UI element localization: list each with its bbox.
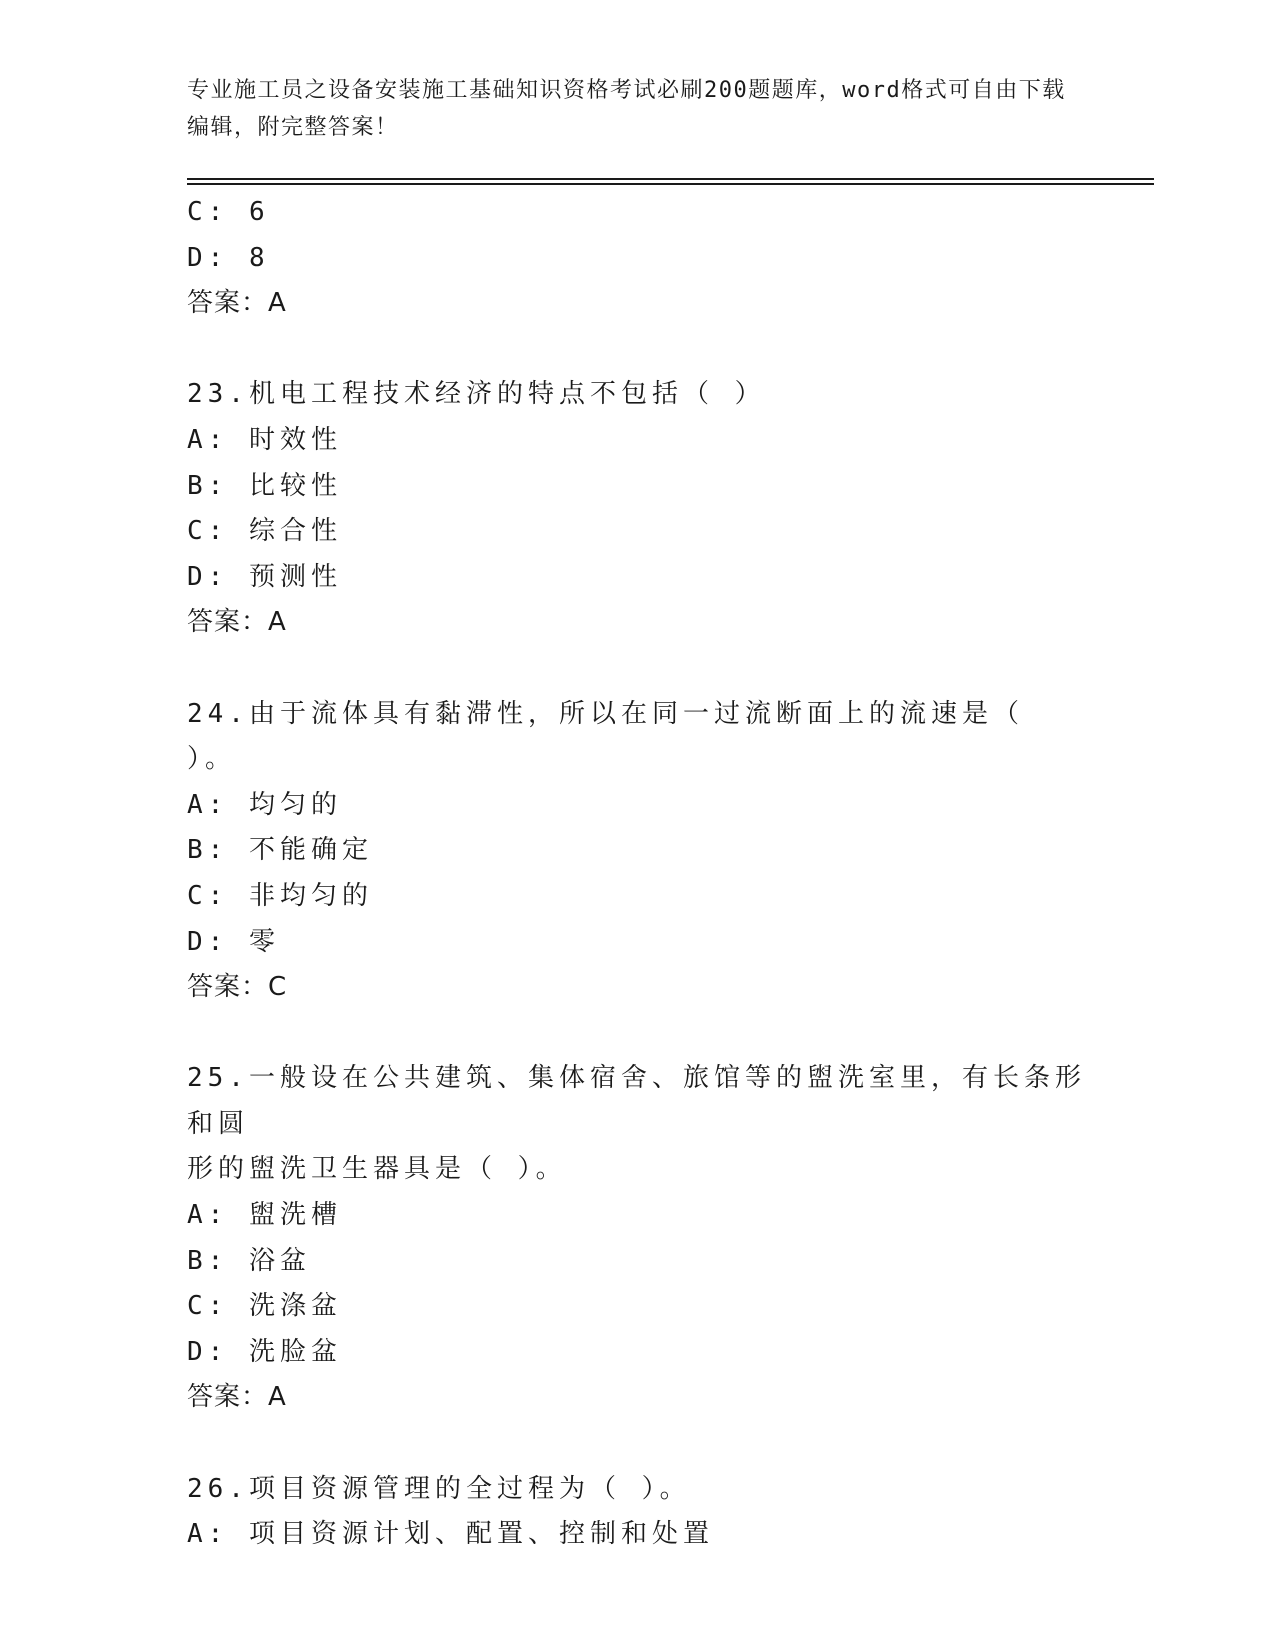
option-d: D: 8 — [187, 242, 270, 273]
question-stem: 25.一般设在公共建筑、集体宿舍、旅馆等的盥洗室里，有长条形和圆 — [187, 1063, 1086, 1139]
question-22-tail — [187, 190, 1087, 327]
spacer — [187, 646, 1087, 692]
header-divider-bottom — [187, 183, 1154, 185]
option-d: D: 预测性 — [187, 561, 342, 592]
page-header: 专业施工员之设备安装施工基础知识资格考试必刷200题题库，word格式可自由下载编辑，附完整答案！ — [187, 78, 1066, 140]
option-c: C: 非均匀的 — [187, 880, 373, 911]
answer-line: 答案：A — [187, 607, 287, 638]
option-b: B: 浴盆 — [187, 1245, 311, 1276]
question-stem: 24.由于流体具有黏滞性，所以在同一过流断面上的流速是（ ）。 — [187, 698, 1045, 775]
question-26 — [187, 1467, 1087, 1558]
option-b: B: 不能确定 — [187, 835, 373, 866]
spacer — [187, 1011, 1087, 1057]
question-stem: 23.机电工程技术经济的特点不包括（ ） — [187, 379, 766, 410]
spacer — [187, 327, 1087, 373]
option-c: C: 综合性 — [187, 516, 342, 547]
option-a: A: 时效性 — [187, 424, 342, 455]
option-a: A: 均匀的 — [187, 789, 342, 820]
spacer — [187, 1421, 1087, 1467]
option-b: B: 比较性 — [187, 470, 342, 501]
answer-line: 答案：A — [187, 1382, 287, 1413]
question-stem-continued: 形的盥洗卫生器具是（ ）。 — [187, 1154, 567, 1185]
header-divider-top — [187, 178, 1154, 180]
answer-line: 答案：A — [187, 288, 287, 319]
question-stem: 26.项目资源管理的全过程为（ ）。 — [187, 1473, 691, 1504]
option-d: D: 零 — [187, 926, 280, 957]
option-d: D: 洗脸盆 — [187, 1336, 342, 1367]
option-a: A: 盥洗槽 — [187, 1200, 342, 1231]
option-a: A: 项目资源计划、配置、控制和处置 — [187, 1519, 714, 1550]
answer-line: 答案：C — [187, 972, 288, 1003]
option-c: C: 洗涤盆 — [187, 1291, 342, 1322]
question-24 — [187, 692, 1087, 1011]
question-23 — [187, 372, 1087, 646]
question-content — [187, 190, 1087, 1558]
question-25 — [187, 1056, 1087, 1421]
option-c: C: 6 — [187, 197, 270, 227]
